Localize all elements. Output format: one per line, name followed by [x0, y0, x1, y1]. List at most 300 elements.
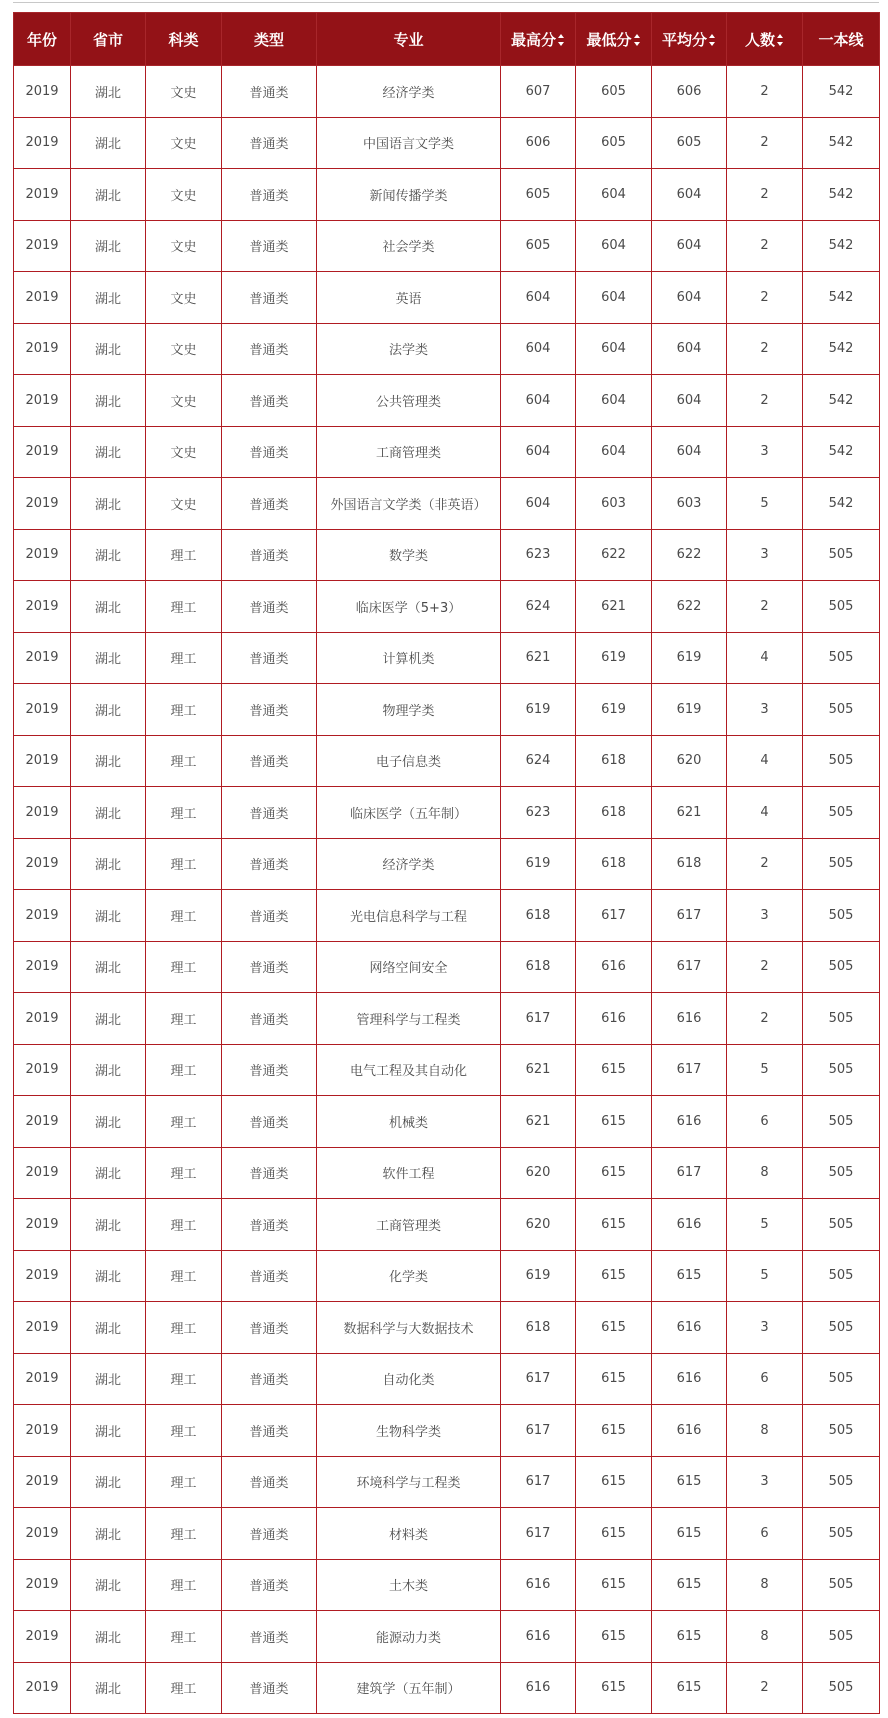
cell-year: 2019: [14, 529, 71, 581]
cell-avg-score: 604: [652, 426, 727, 478]
table-row: [14, 272, 880, 324]
cell-avg-score: 615: [652, 1250, 727, 1302]
cell-subject-category: 文史: [146, 66, 222, 118]
cell-first-tier-line: 542: [803, 375, 880, 427]
cell-max-score: 624: [501, 735, 576, 787]
column-header-label: 年份: [26, 30, 57, 49]
column-header-min-score[interactable]: [576, 13, 652, 66]
cell-count: 2: [727, 272, 803, 324]
cell-max-score: 604: [501, 272, 576, 324]
cell-avg-score: 604: [652, 220, 727, 272]
cell-province: 湖北: [71, 1044, 146, 1096]
cell-count: 2: [727, 375, 803, 427]
cell-province: 湖北: [71, 684, 146, 736]
cell-avg-score: 604: [652, 323, 727, 375]
cell-admission-type: 普通类: [222, 478, 317, 530]
sort-descending-icon: [777, 42, 783, 46]
cell-count: 5: [727, 1199, 803, 1251]
table-header: [14, 13, 880, 66]
cell-max-score: 605: [501, 220, 576, 272]
cell-province: 湖北: [71, 581, 146, 633]
cell-avg-score: 615: [652, 1456, 727, 1508]
cell-major: 土木类: [317, 1559, 501, 1611]
cell-count: 8: [727, 1147, 803, 1199]
cell-major: 电气工程及其自动化: [317, 1044, 501, 1096]
cell-subject-category: 理工: [146, 1559, 222, 1611]
cell-major: 公共管理类: [317, 375, 501, 427]
cell-first-tier-line: 505: [803, 1405, 880, 1457]
admission-scores-table: [13, 12, 880, 1714]
cell-major: 材料类: [317, 1508, 501, 1560]
table-row: [14, 1559, 880, 1611]
cell-count: 2: [727, 581, 803, 633]
table-row: [14, 220, 880, 272]
cell-max-score: 618: [501, 890, 576, 942]
column-header-count[interactable]: [727, 13, 803, 66]
table-body: [14, 66, 880, 1714]
cell-count: 3: [727, 890, 803, 942]
table-row: [14, 1199, 880, 1251]
cell-min-score: 603: [576, 478, 652, 530]
cell-max-score: 617: [501, 1405, 576, 1457]
table-row: [14, 1611, 880, 1663]
cell-avg-score: 616: [652, 1353, 727, 1405]
cell-count: 3: [727, 529, 803, 581]
cell-province: 湖北: [71, 1353, 146, 1405]
cell-year: 2019: [14, 1250, 71, 1302]
cell-province: 湖北: [71, 169, 146, 221]
cell-major: 环境科学与工程类: [317, 1456, 501, 1508]
cell-min-score: 615: [576, 1096, 652, 1148]
cell-major: 计算机类: [317, 632, 501, 684]
cell-count: 4: [727, 735, 803, 787]
cell-year: 2019: [14, 581, 71, 633]
sort-ascending-icon: [634, 34, 640, 38]
cell-avg-score: 604: [652, 375, 727, 427]
cell-admission-type: 普通类: [222, 1250, 317, 1302]
cell-max-score: 604: [501, 375, 576, 427]
table-row: [14, 1096, 880, 1148]
cell-first-tier-line: 505: [803, 1559, 880, 1611]
cell-min-score: 615: [576, 1508, 652, 1560]
sort-icon[interactable]: [558, 34, 565, 46]
cell-max-score: 604: [501, 323, 576, 375]
sort-descending-icon: [558, 42, 564, 46]
cell-min-score: 615: [576, 1353, 652, 1405]
cell-count: 6: [727, 1096, 803, 1148]
cell-avg-score: 615: [652, 1508, 727, 1560]
cell-avg-score: 603: [652, 478, 727, 530]
cell-year: 2019: [14, 1353, 71, 1405]
cell-admission-type: 普通类: [222, 375, 317, 427]
cell-first-tier-line: 505: [803, 838, 880, 890]
cell-subject-category: 理工: [146, 1405, 222, 1457]
cell-admission-type: 普通类: [222, 838, 317, 890]
table-row: [14, 735, 880, 787]
cell-max-score: 617: [501, 1508, 576, 1560]
cell-province: 湖北: [71, 1250, 146, 1302]
cell-subject-category: 理工: [146, 890, 222, 942]
cell-count: 2: [727, 941, 803, 993]
cell-max-score: 624: [501, 581, 576, 633]
cell-min-score: 617: [576, 890, 652, 942]
cell-count: 2: [727, 838, 803, 890]
cell-min-score: 615: [576, 1405, 652, 1457]
cell-admission-type: 普通类: [222, 272, 317, 324]
cell-min-score: 616: [576, 993, 652, 1045]
cell-major: 数据科学与大数据技术: [317, 1302, 501, 1354]
cell-min-score: 621: [576, 581, 652, 633]
cell-major: 能源动力类: [317, 1611, 501, 1663]
cell-max-score: 619: [501, 684, 576, 736]
cell-avg-score: 621: [652, 787, 727, 839]
cell-count: 2: [727, 117, 803, 169]
cell-province: 湖北: [71, 1611, 146, 1663]
column-header-admission-type: [222, 13, 317, 66]
cell-first-tier-line: 505: [803, 1662, 880, 1714]
table-row: [14, 632, 880, 684]
cell-admission-type: 普通类: [222, 1559, 317, 1611]
cell-count: 4: [727, 632, 803, 684]
cell-max-score: 605: [501, 169, 576, 221]
cell-count: 3: [727, 1302, 803, 1354]
cell-max-score: 619: [501, 838, 576, 890]
cell-min-score: 615: [576, 1559, 652, 1611]
cell-province: 湖北: [71, 375, 146, 427]
cell-subject-category: 理工: [146, 1044, 222, 1096]
cell-year: 2019: [14, 66, 71, 118]
cell-avg-score: 622: [652, 529, 727, 581]
cell-first-tier-line: 505: [803, 581, 880, 633]
cell-avg-score: 615: [652, 1662, 727, 1714]
cell-province: 湖北: [71, 941, 146, 993]
cell-min-score: 618: [576, 787, 652, 839]
cell-admission-type: 普通类: [222, 1405, 317, 1457]
cell-avg-score: 616: [652, 1199, 727, 1251]
cell-province: 湖北: [71, 735, 146, 787]
cell-subject-category: 文史: [146, 272, 222, 324]
cell-year: 2019: [14, 684, 71, 736]
cell-subject-category: 理工: [146, 993, 222, 1045]
cell-admission-type: 普通类: [222, 169, 317, 221]
cell-avg-score: 604: [652, 169, 727, 221]
table-row: [14, 529, 880, 581]
cell-major: 经济学类: [317, 838, 501, 890]
cell-province: 湖北: [71, 1405, 146, 1457]
column-header-avg-score[interactable]: [652, 13, 727, 66]
column-header-first-tier-line: [803, 13, 880, 66]
cell-min-score: 615: [576, 1456, 652, 1508]
table-row: [14, 117, 880, 169]
cell-first-tier-line: 505: [803, 1456, 880, 1508]
cell-admission-type: 普通类: [222, 529, 317, 581]
cell-major: 机械类: [317, 1096, 501, 1148]
cell-avg-score: 605: [652, 117, 727, 169]
cell-max-score: 621: [501, 1096, 576, 1148]
cell-major: 英语: [317, 272, 501, 324]
cell-count: 6: [727, 1508, 803, 1560]
cell-admission-type: 普通类: [222, 1662, 317, 1714]
admission-scores-table-container: [13, 12, 879, 1714]
cell-subject-category: 理工: [146, 1662, 222, 1714]
cell-min-score: 615: [576, 1302, 652, 1354]
table-row: [14, 169, 880, 221]
cell-avg-score: 617: [652, 1147, 727, 1199]
cell-admission-type: 普通类: [222, 1508, 317, 1560]
cell-province: 湖北: [71, 993, 146, 1045]
cell-year: 2019: [14, 632, 71, 684]
cell-first-tier-line: 505: [803, 1147, 880, 1199]
cell-province: 湖北: [71, 890, 146, 942]
cell-avg-score: 606: [652, 66, 727, 118]
cell-year: 2019: [14, 1096, 71, 1148]
cell-min-score: 615: [576, 1199, 652, 1251]
cell-major: 中国语言文学类: [317, 117, 501, 169]
column-header-label: 最低分: [586, 30, 632, 49]
cell-major: 经济学类: [317, 66, 501, 118]
table-row: [14, 941, 880, 993]
table-row: [14, 375, 880, 427]
cell-province: 湖北: [71, 838, 146, 890]
cell-subject-category: 理工: [146, 735, 222, 787]
cell-year: 2019: [14, 1405, 71, 1457]
cell-avg-score: 616: [652, 1302, 727, 1354]
cell-year: 2019: [14, 478, 71, 530]
top-divider: [13, 2, 879, 3]
cell-first-tier-line: 542: [803, 323, 880, 375]
cell-province: 湖北: [71, 66, 146, 118]
cell-province: 湖北: [71, 787, 146, 839]
cell-first-tier-line: 542: [803, 169, 880, 221]
table-row: [14, 838, 880, 890]
cell-major: 网络空间安全: [317, 941, 501, 993]
cell-major: 外国语言文学类（非英语）: [317, 478, 501, 530]
cell-first-tier-line: 542: [803, 66, 880, 118]
cell-subject-category: 理工: [146, 1199, 222, 1251]
table-row: [14, 66, 880, 118]
cell-admission-type: 普通类: [222, 66, 317, 118]
cell-major: 临床医学（5+3）: [317, 581, 501, 633]
table-row: [14, 1662, 880, 1714]
cell-major: 管理科学与工程类: [317, 993, 501, 1045]
cell-admission-type: 普通类: [222, 117, 317, 169]
cell-admission-type: 普通类: [222, 890, 317, 942]
cell-first-tier-line: 505: [803, 1096, 880, 1148]
table-row: [14, 890, 880, 942]
cell-avg-score: 618: [652, 838, 727, 890]
cell-first-tier-line: 505: [803, 941, 880, 993]
cell-year: 2019: [14, 1662, 71, 1714]
cell-major: 工商管理类: [317, 426, 501, 478]
cell-max-score: 618: [501, 941, 576, 993]
sort-descending-icon: [709, 42, 715, 46]
cell-max-score: 604: [501, 478, 576, 530]
cell-avg-score: 619: [652, 684, 727, 736]
table-row: [14, 1456, 880, 1508]
cell-year: 2019: [14, 426, 71, 478]
cell-count: 3: [727, 1456, 803, 1508]
cell-admission-type: 普通类: [222, 1611, 317, 1663]
cell-first-tier-line: 505: [803, 735, 880, 787]
cell-year: 2019: [14, 993, 71, 1045]
cell-subject-category: 理工: [146, 941, 222, 993]
cell-count: 5: [727, 1250, 803, 1302]
cell-min-score: 604: [576, 220, 652, 272]
cell-year: 2019: [14, 1508, 71, 1560]
cell-province: 湖北: [71, 426, 146, 478]
column-header-label: 最高分: [510, 30, 556, 49]
cell-max-score: 621: [501, 1044, 576, 1096]
table-row: [14, 323, 880, 375]
cell-max-score: 606: [501, 117, 576, 169]
cell-first-tier-line: 505: [803, 1611, 880, 1663]
cell-year: 2019: [14, 787, 71, 839]
cell-year: 2019: [14, 1559, 71, 1611]
cell-major: 光电信息科学与工程: [317, 890, 501, 942]
cell-avg-score: 619: [652, 632, 727, 684]
cell-max-score: 604: [501, 426, 576, 478]
cell-subject-category: 理工: [146, 581, 222, 633]
cell-min-score: 604: [576, 375, 652, 427]
cell-province: 湖北: [71, 272, 146, 324]
cell-count: 2: [727, 993, 803, 1045]
cell-first-tier-line: 505: [803, 1302, 880, 1354]
cell-min-score: 618: [576, 735, 652, 787]
cell-avg-score: 617: [652, 890, 727, 942]
cell-max-score: 619: [501, 1250, 576, 1302]
cell-subject-category: 文史: [146, 426, 222, 478]
cell-major: 自动化类: [317, 1353, 501, 1405]
cell-year: 2019: [14, 735, 71, 787]
cell-min-score: 622: [576, 529, 652, 581]
cell-count: 8: [727, 1559, 803, 1611]
cell-subject-category: 理工: [146, 1250, 222, 1302]
cell-count: 2: [727, 323, 803, 375]
cell-count: 3: [727, 426, 803, 478]
column-header-label: 人数: [744, 30, 775, 49]
cell-min-score: 604: [576, 272, 652, 324]
cell-min-score: 615: [576, 1250, 652, 1302]
cell-admission-type: 普通类: [222, 426, 317, 478]
cell-province: 湖北: [71, 1508, 146, 1560]
cell-major: 法学类: [317, 323, 501, 375]
cell-avg-score: 616: [652, 1405, 727, 1457]
cell-subject-category: 理工: [146, 1508, 222, 1560]
cell-max-score: 616: [501, 1611, 576, 1663]
cell-admission-type: 普通类: [222, 1456, 317, 1508]
cell-count: 3: [727, 684, 803, 736]
cell-subject-category: 理工: [146, 1353, 222, 1405]
cell-first-tier-line: 542: [803, 220, 880, 272]
cell-year: 2019: [14, 272, 71, 324]
cell-admission-type: 普通类: [222, 323, 317, 375]
cell-subject-category: 文史: [146, 169, 222, 221]
cell-province: 湖北: [71, 1559, 146, 1611]
cell-first-tier-line: 505: [803, 1250, 880, 1302]
cell-subject-category: 理工: [146, 1302, 222, 1354]
column-header-label: 类型: [253, 30, 284, 49]
cell-major: 物理学类: [317, 684, 501, 736]
cell-subject-category: 文史: [146, 220, 222, 272]
cell-min-score: 615: [576, 1147, 652, 1199]
cell-year: 2019: [14, 1302, 71, 1354]
cell-max-score: 618: [501, 1302, 576, 1354]
column-header-province: [71, 13, 146, 66]
cell-province: 湖北: [71, 117, 146, 169]
cell-min-score: 604: [576, 426, 652, 478]
cell-avg-score: 616: [652, 993, 727, 1045]
sort-icon[interactable]: [634, 34, 641, 46]
cell-avg-score: 617: [652, 941, 727, 993]
cell-major: 建筑学（五年制）: [317, 1662, 501, 1714]
cell-min-score: 616: [576, 941, 652, 993]
cell-year: 2019: [14, 1611, 71, 1663]
cell-avg-score: 615: [652, 1559, 727, 1611]
cell-subject-category: 理工: [146, 684, 222, 736]
cell-province: 湖北: [71, 220, 146, 272]
cell-first-tier-line: 505: [803, 529, 880, 581]
cell-count: 6: [727, 1353, 803, 1405]
cell-admission-type: 普通类: [222, 993, 317, 1045]
cell-first-tier-line: 542: [803, 117, 880, 169]
cell-major: 电子信息类: [317, 735, 501, 787]
cell-first-tier-line: 505: [803, 1353, 880, 1405]
cell-subject-category: 理工: [146, 787, 222, 839]
cell-admission-type: 普通类: [222, 632, 317, 684]
cell-province: 湖北: [71, 632, 146, 684]
cell-min-score: 615: [576, 1662, 652, 1714]
column-header-major: [317, 13, 501, 66]
cell-major: 临床医学（五年制）: [317, 787, 501, 839]
cell-year: 2019: [14, 169, 71, 221]
cell-major: 新闻传播学类: [317, 169, 501, 221]
cell-province: 湖北: [71, 1199, 146, 1251]
cell-year: 2019: [14, 1199, 71, 1251]
cell-count: 2: [727, 66, 803, 118]
cell-min-score: 619: [576, 632, 652, 684]
cell-max-score: 616: [501, 1662, 576, 1714]
cell-count: 4: [727, 787, 803, 839]
sort-icon[interactable]: [777, 34, 784, 46]
sort-descending-icon: [634, 42, 640, 46]
column-header-subject-category: [146, 13, 222, 66]
cell-province: 湖北: [71, 323, 146, 375]
cell-year: 2019: [14, 838, 71, 890]
cell-count: 5: [727, 1044, 803, 1096]
cell-first-tier-line: 542: [803, 426, 880, 478]
cell-min-score: 619: [576, 684, 652, 736]
table-row: [14, 1508, 880, 1560]
cell-subject-category: 理工: [146, 1611, 222, 1663]
column-header-max-score[interactable]: [501, 13, 576, 66]
cell-province: 湖北: [71, 1147, 146, 1199]
cell-province: 湖北: [71, 1456, 146, 1508]
cell-year: 2019: [14, 220, 71, 272]
cell-admission-type: 普通类: [222, 941, 317, 993]
cell-first-tier-line: 542: [803, 272, 880, 324]
sort-icon[interactable]: [709, 34, 716, 46]
cell-year: 2019: [14, 941, 71, 993]
table-row: [14, 1044, 880, 1096]
cell-subject-category: 文史: [146, 478, 222, 530]
cell-year: 2019: [14, 890, 71, 942]
cell-admission-type: 普通类: [222, 1302, 317, 1354]
cell-subject-category: 文史: [146, 375, 222, 427]
sort-ascending-icon: [709, 34, 715, 38]
cell-min-score: 605: [576, 66, 652, 118]
table-row: [14, 478, 880, 530]
cell-avg-score: 617: [652, 1044, 727, 1096]
